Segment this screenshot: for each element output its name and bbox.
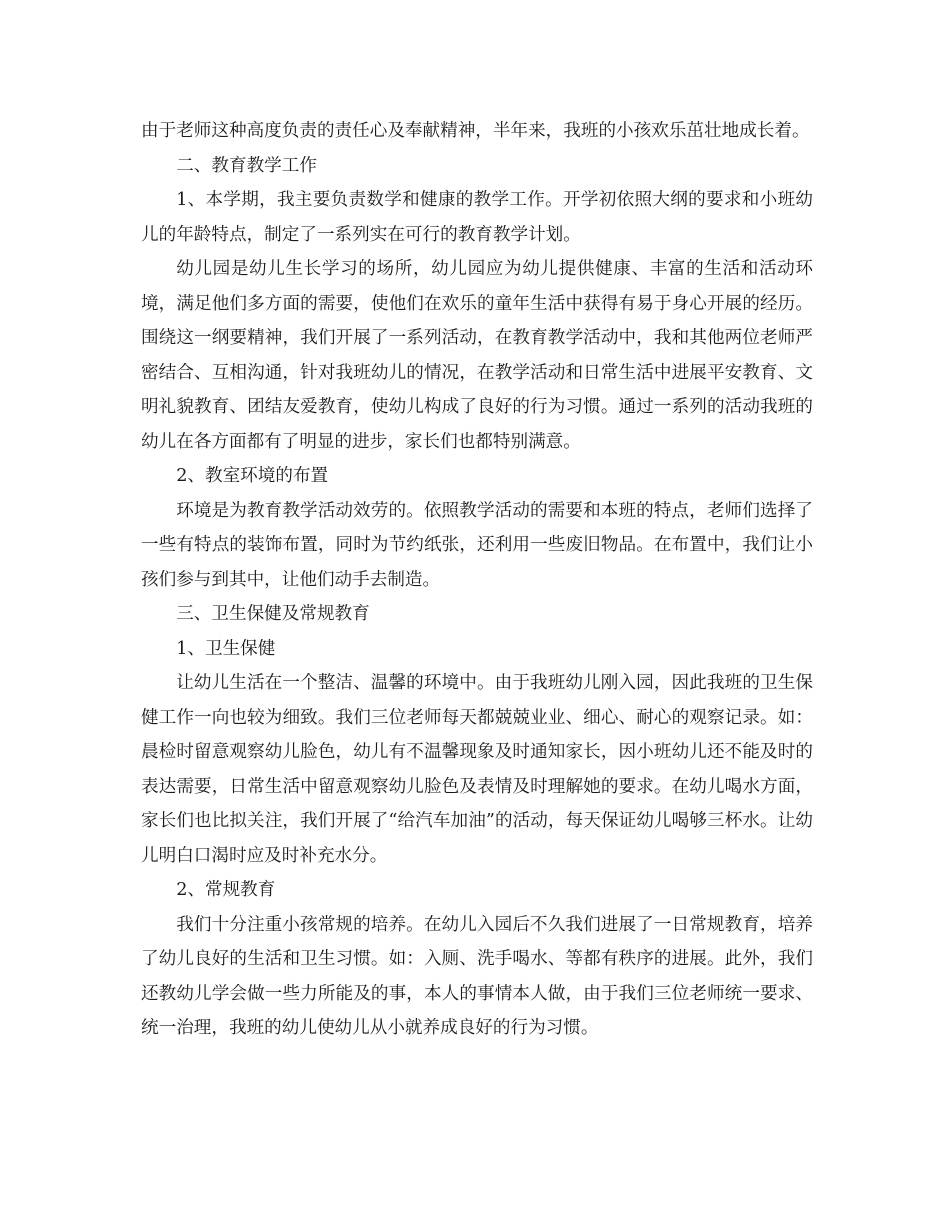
subheading-classroom-layout: 2、教室环境的布置 xyxy=(176,466,329,486)
paragraph-kindergarten-environment: 幼儿园是幼儿生长学习的场所，幼儿园应为幼儿提供健康、丰富的生活和活动环境，满足他们多方面的需要，使他们在欢乐的童年生活中获得有易于身心开展的经历。围绕这一纲要精神，我们开展了一系列活动，在教育教学活动中，我和其他两位老师严密结合、互相沟通，针对我班幼儿的情况，在教学活动和日常生活中进展平安教育、文明礼貌教育、团结友爱教育，使幼儿构成了良好的行为习惯。通过一系列的活动我班的幼儿在各方面都有了明显的进步，家长们也都特别满意。 xyxy=(141,259,813,452)
section-heading-teaching: 二、教育教学工作 xyxy=(176,155,317,176)
subheading-routine-education: 2、常规教育 xyxy=(176,880,276,900)
paragraph-classroom-layout: 环境是为教育教学活动效劳的。依照教学活动的需要和本班的特点，老师们选择了一些有特点的装饰布置，同时为节约纸张，还利用一些废旧物品。在布置中，我们让小孩们参与到其中，让他们动手去制造。 xyxy=(141,500,813,590)
section-heading-health: 三、卫生保健及常规教育 xyxy=(176,604,370,624)
paragraph-routine-education: 我们十分注重小孩常规的培养。在幼儿入园后不久我们进展了一日常规教育，培养了幼儿良好的生活和卫生习惯。如：入厕、洗手喝水、等都有秩序的进展。此外，我们还教幼儿学会做一些力所能及的事，本人的事情本人做，由于我们三位老师统一要求、统一治理，我班的幼儿使幼儿从小就养成良好的行为习惯。 xyxy=(141,914,813,1038)
paragraph-teaching-plan: 1、本学期，我主要负责数学和健康的教学工作。开学初依照大纲的要求和小班幼儿的年龄特点，制定了一系列实在可行的教育教学计划。 xyxy=(141,190,813,245)
document-body xyxy=(141,114,813,1046)
paragraph-continuation: 由于老师这种高度负责的责任心及奉献精神，半年来，我班的小孩欢乐茁壮地成长着。 xyxy=(141,121,810,141)
paragraph-health-care: 让幼儿生活在一个整洁、温馨的环境中。由于我班幼儿刚入园，因此我班的卫生保健工作一向也较为细致。我们三位老师每天都兢兢业业、细心、耐心的观察记录。如：晨检时留意观察幼儿脸色，幼儿有不温馨现象及时通知家长，因小班幼儿还不能及时的表达需要，日常生活中留意观察幼儿脸色及表情及时理解她的要求。在幼儿喝水方面，家长们也比拟关注，我们开展了“给汽车加油”的活动，每天保证幼儿喝够三杯水。让幼儿明白口渴时应及时补充水分。 xyxy=(141,673,813,866)
subheading-health-care: 1、卫生保健 xyxy=(176,638,276,659)
